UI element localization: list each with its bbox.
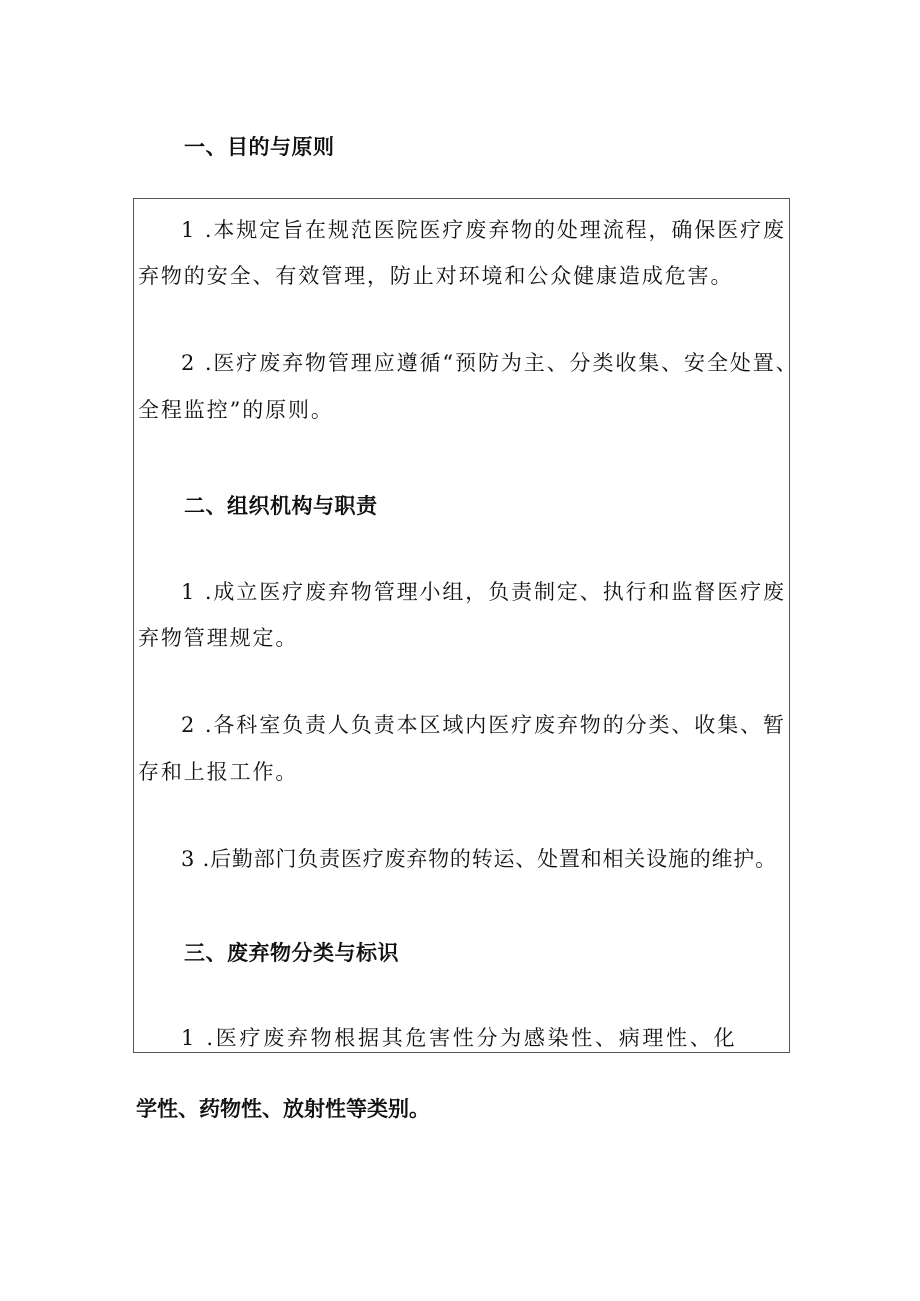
section-1-item-1-line-2: 弃物的安全、有效管理，防止对环境和公众健康造成危害。 — [138, 264, 734, 288]
section-1-item-2-line-2: 全程监控”的原则。 — [138, 398, 334, 422]
section-2-item-2-line-1: 2 .各科室负责人负责本区域内医疗废弃物的分类、收集、暂 — [181, 713, 786, 737]
section-1-item-1-line-1: 1 .本规定旨在规范医院医疗废弃物的处理流程，确保医疗废 — [181, 218, 786, 242]
section-3-heading: 三、废弃物分类与标识 — [184, 941, 399, 965]
section-2-item-1-line-1: 1 .成立医疗废弃物管理小组，负责制定、执行和监督医疗废 — [181, 580, 786, 604]
section-3-item-1-continuation: 学性、药物性、放射性等类别。 — [136, 1097, 430, 1121]
section-3-item-1-line-1: 1 .医疗废弃物根据其危害性分为感染性、病理性、化 — [181, 1026, 738, 1050]
section-2-heading: 二、组织机构与职责 — [184, 494, 378, 518]
section-2-item-3-line-1: 3 .后勤部门负责医疗废弃物的转运、处置和相关设施的维护。 — [181, 847, 777, 871]
section-1-item-2-line-1: 2 .医疗废弃物管理应遵循“预防为主、分类收集、安全处置、 — [181, 351, 799, 375]
section-2-item-1-line-2: 弃物管理规定。 — [138, 626, 299, 650]
section-2-item-2-line-2: 存和上报工作。 — [138, 760, 299, 784]
section-1-heading: 一、目的与原则 — [184, 135, 335, 159]
